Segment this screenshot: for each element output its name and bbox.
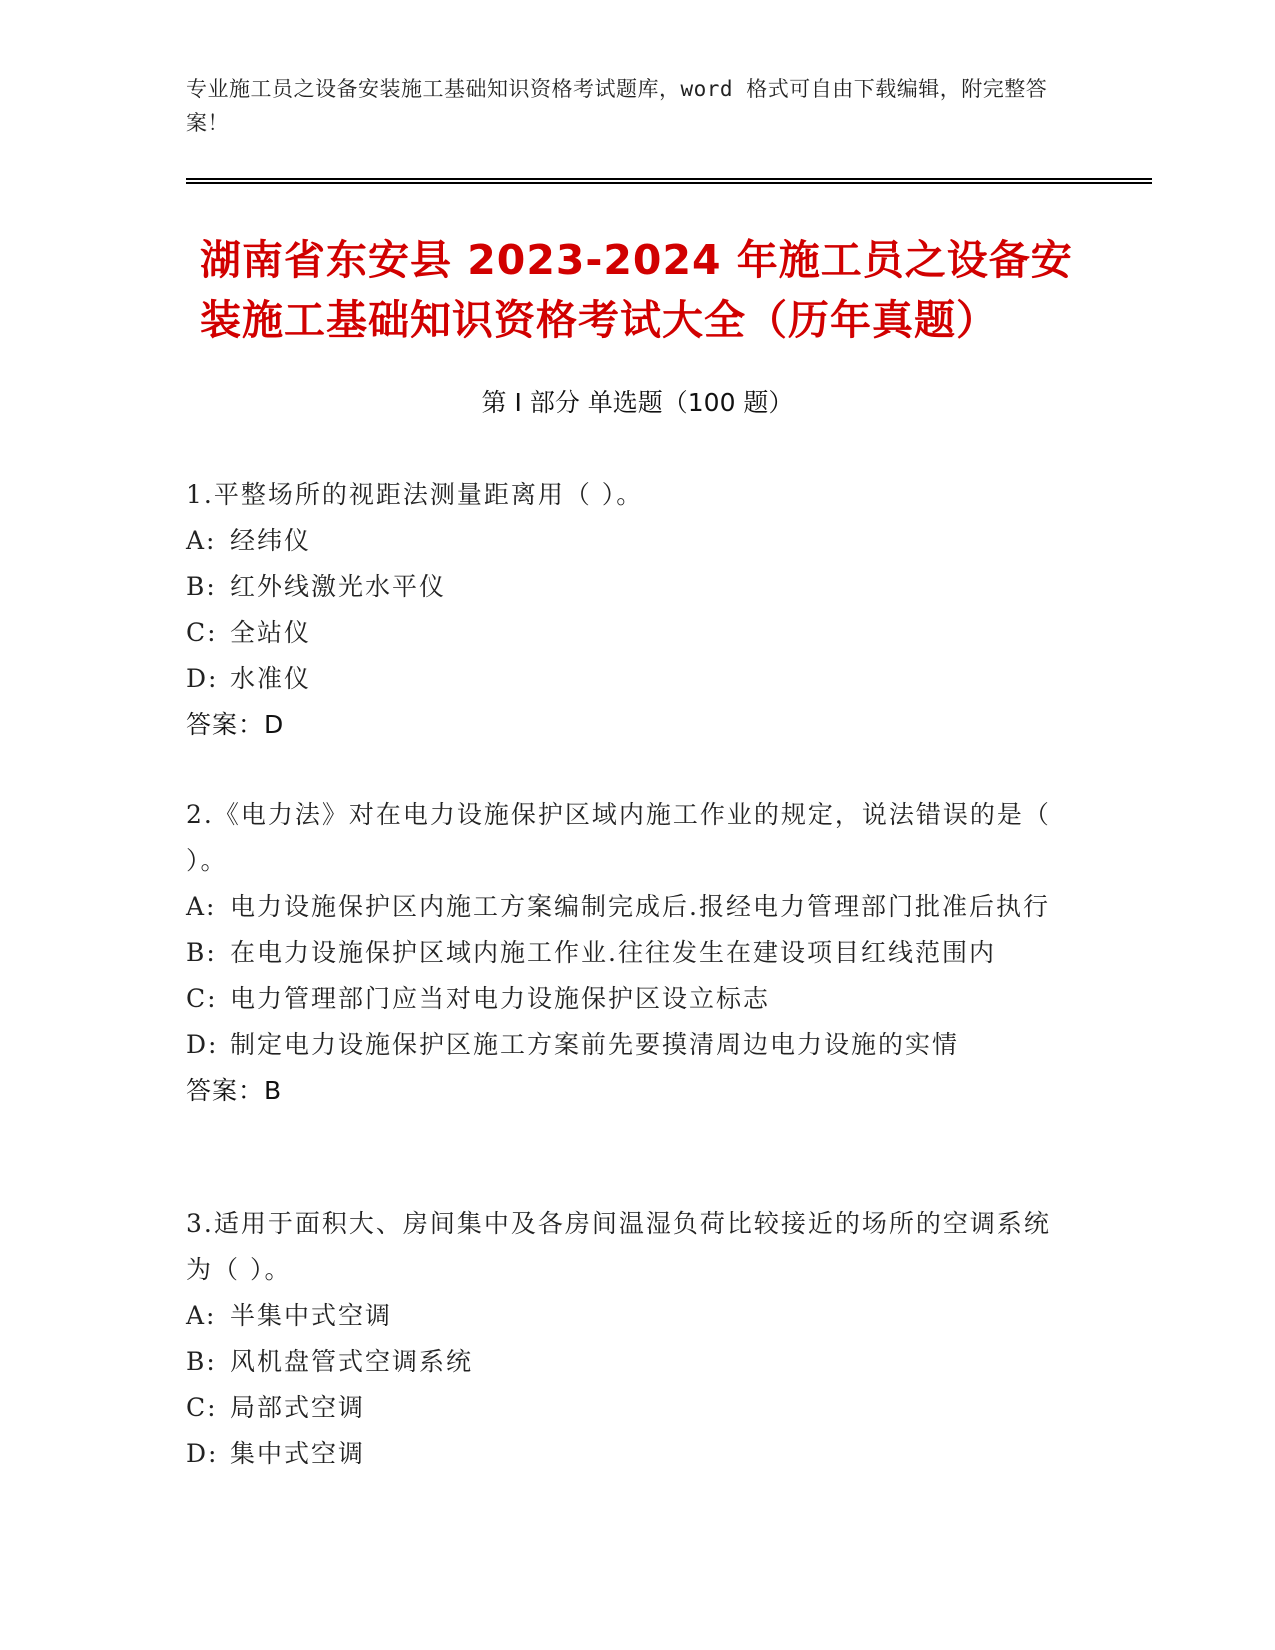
header-note: 专业施工员之设备安装施工基础知识资格考试题库，word 格式可自由下载编辑，附完整答案！ <box>186 77 1048 135</box>
answer-line: 答案：D <box>186 710 285 739</box>
option-text: 电力管理部门应当对电力设施保护区设立标志 <box>230 984 771 1013</box>
document-title: 湖南省东安县 2023-2024 年施工员之设备安装施工基础知识资格考试大全（历年真题） <box>200 236 1073 344</box>
option-text: 经纬仪 <box>230 526 312 555</box>
option-b <box>186 564 1066 610</box>
option-text: 集中式空调 <box>230 1439 366 1468</box>
option-text: 水准仪 <box>230 664 312 693</box>
option-text: 制定电力设施保护区施工方案前先要摸清周边电力设施的实情 <box>230 1030 960 1059</box>
question-stem: 3.适用于面积大、房间集中及各房间温湿负荷比较接近的场所的空调系统为（ ）。 <box>186 1209 1051 1284</box>
option-label: B: <box>186 938 217 967</box>
option-text: 半集中式空调 <box>230 1301 393 1330</box>
answer-line: 答案：B <box>186 1076 283 1105</box>
option-label: D: <box>186 1439 219 1468</box>
section-heading: 第 I 部分 单选题（100 题） <box>481 388 794 417</box>
option-d <box>186 656 1066 702</box>
option-label: D: <box>186 664 219 693</box>
question-stem: 2.《电力法》对在电力设施保护区域内施工作业的规定，说法错误的是（ ）。 <box>186 800 1051 875</box>
question-1 <box>186 472 1066 748</box>
option-label: D: <box>186 1030 219 1059</box>
divider-line-thin <box>186 178 1152 180</box>
option-label: C: <box>186 618 218 647</box>
option-d <box>186 1022 1066 1068</box>
question-3 <box>186 1201 1066 1477</box>
option-c <box>186 1385 1066 1431</box>
option-b <box>186 1339 1066 1385</box>
option-text: 在电力设施保护区域内施工作业.往往发生在建设项目红线范围内 <box>230 938 996 967</box>
option-label: A: <box>186 1301 217 1330</box>
option-text: 电力设施保护区内施工方案编制完成后.报经电力管理部门批准后执行 <box>230 892 1050 921</box>
option-a <box>186 884 1066 930</box>
option-b <box>186 930 1066 976</box>
option-text: 全站仪 <box>230 618 312 647</box>
option-label: B: <box>186 572 217 601</box>
option-d <box>186 1431 1066 1477</box>
option-label: C: <box>186 1393 218 1422</box>
option-text: 风机盘管式空调系统 <box>230 1347 474 1376</box>
option-text: 红外线激光水平仪 <box>230 572 447 601</box>
option-c <box>186 976 1066 1022</box>
option-label: C: <box>186 984 218 1013</box>
option-a <box>186 518 1066 564</box>
option-c <box>186 610 1066 656</box>
question-stem: 1.平整场所的视距法测量距离用（ ）。 <box>186 480 644 509</box>
header-divider <box>186 178 1152 183</box>
option-label: B: <box>186 1347 217 1376</box>
option-label: A: <box>186 892 217 921</box>
option-label: A: <box>186 526 217 555</box>
question-2 <box>186 792 1066 1114</box>
option-text: 局部式空调 <box>230 1393 366 1422</box>
divider-line-thick <box>186 182 1152 184</box>
option-a <box>186 1293 1066 1339</box>
